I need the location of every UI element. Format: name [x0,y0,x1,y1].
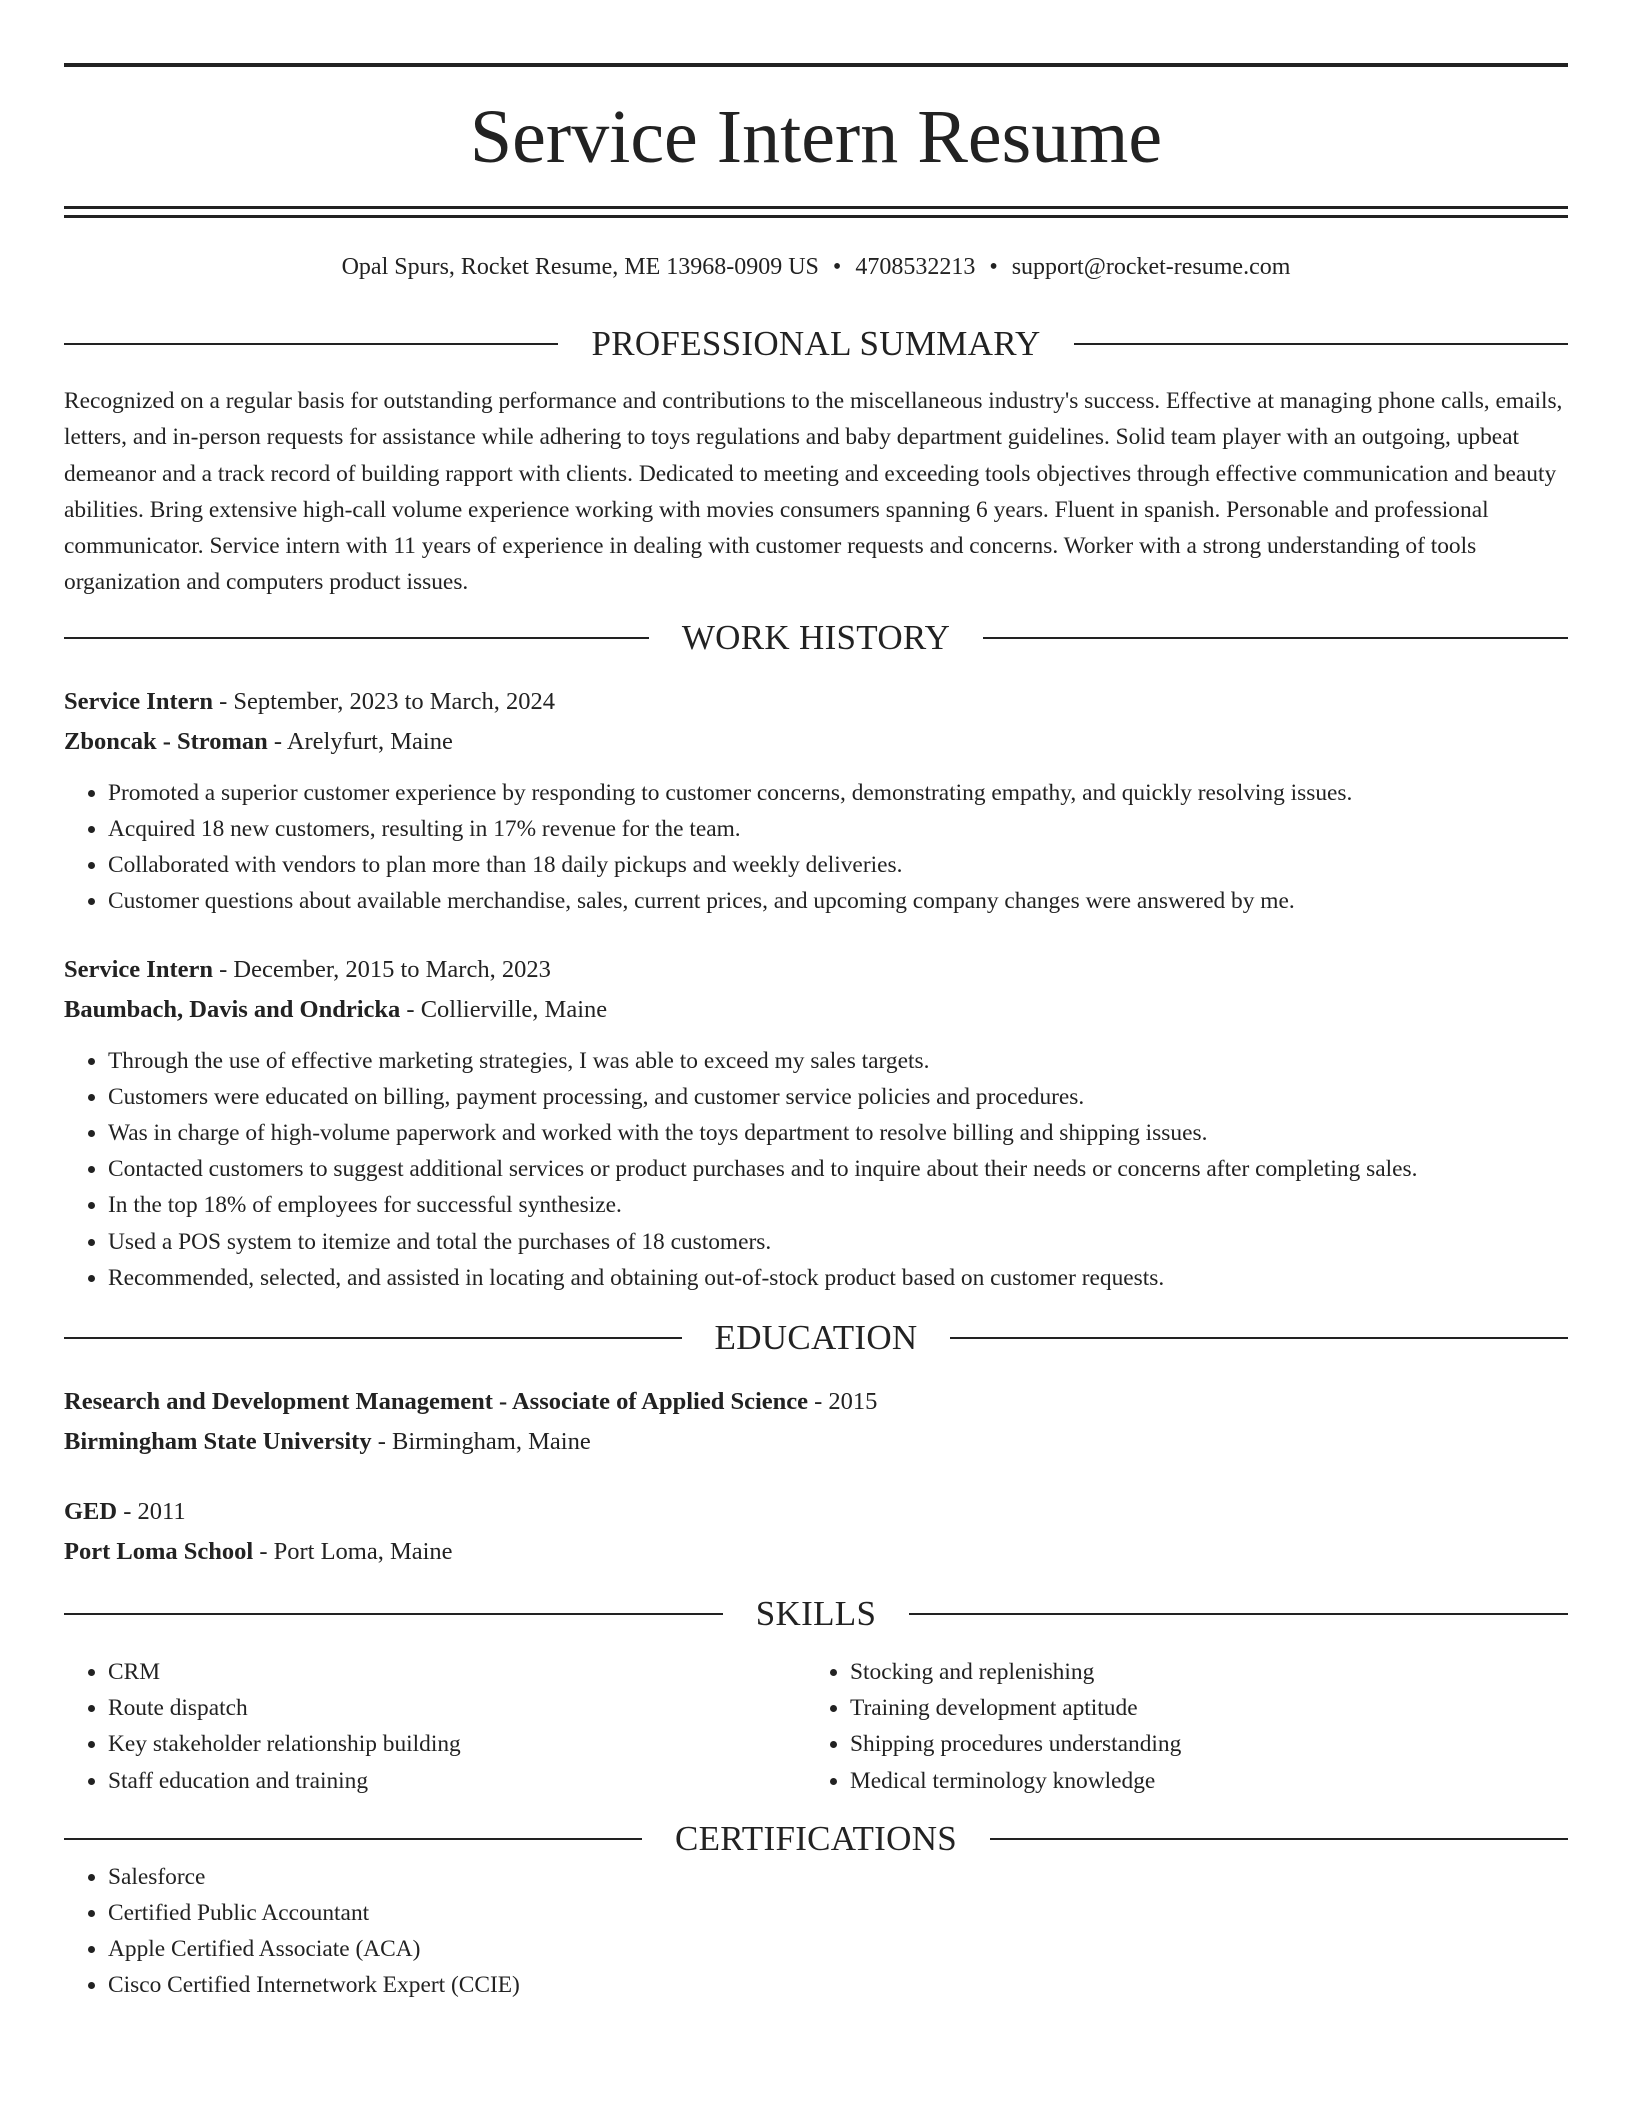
contact-email: support@rocket-resume.com [1011,254,1291,280]
heading-rule [983,637,1568,639]
list-item: • Promoted a superior customer experience by responding to customer concerns, demonstrating empathy, and quickly resolving issues. [108,775,1568,811]
job-location: - Arelyfurt, Maine [267,727,453,755]
degree: Research and Development Management - Associate of Applied Science [64,1388,808,1416]
school: Port Loma School [64,1538,254,1566]
degree-year: - 2011 [117,1498,186,1526]
list-item: • Contacted customers to suggest additional services or product purchases and to inquire about their needs or concerns after completing sales. [108,1151,1568,1187]
certifications-list [64,1859,1568,2004]
top-rule [64,63,1568,67]
job-entry [64,682,1568,920]
section-heading-certifications [64,1819,1568,1859]
job-dates: - September, 2023 to March, 2024 [213,687,555,715]
job-title: Service Intern [64,687,213,715]
section-title: EDUCATION [714,1318,918,1358]
heading-rule [64,1337,682,1339]
heading-rule [1074,343,1568,345]
job-bullets [64,775,1568,920]
list-item: • Stocking and replenishing [850,1654,1548,1690]
list-item: • Apple Certified Associate (ACA) [108,1931,1568,1967]
list-item: • Staff education and training [108,1763,806,1799]
list-item: • Was in charge of high-volume paperwork and worked with the toys department to resolve billing and shipping issues. [108,1115,1568,1151]
list-item: • Customers were educated on billing, payment processing, and customer service policies and procedures. [108,1079,1568,1115]
section-title: PROFESSIONAL SUMMARY [591,324,1041,363]
contact-line [64,252,1568,282]
list-item: • Training development aptitude [850,1690,1548,1726]
list-item: • Route dispatch [108,1690,806,1726]
skills-columns [64,1654,1568,1799]
job-title-line [64,682,1568,722]
job-dates: - December, 2015 to March, 2023 [213,955,551,983]
school-line [64,1532,1568,1572]
section-heading-summary [64,324,1568,364]
heading-rule [64,1613,723,1615]
list-item: • Used a POS system to itemize and total the purchases of 18 customers. [108,1224,1568,1260]
school-line [64,1422,1568,1462]
contact-phone: 4708532213 [855,254,976,280]
skills-column-left [64,1654,806,1799]
job-company: Baumbach, Davis and Ondricka [64,995,401,1023]
resume-page [64,0,1568,2004]
list-item: • In the top 18% of employees for successful synthesize. [108,1187,1568,1223]
section-heading-skills [64,1594,1568,1634]
job-location: - Collierville, Maine [400,995,608,1023]
job-company-line [64,990,1568,1030]
job-title-line [64,950,1568,990]
page-title: Service Intern Resume [469,95,1163,179]
section-title: WORK HISTORY [681,617,951,657]
contact-separator: • [989,254,998,280]
title-rule-upper [64,206,1568,209]
list-item: • Shipping procedures understanding [850,1726,1548,1762]
school: Birmingham State University [64,1428,372,1456]
list-item: • Collaborated with vendors to plan more than 18 daily pickups and weekly deliveries. [108,847,1568,883]
list-item: • Medical terminology knowledge [850,1763,1548,1799]
section-heading-education [64,1318,1568,1358]
contact-separator: • [832,254,842,280]
list-item: • Through the use of effective marketing strategies, I was able to exceed my sales targets. [108,1043,1568,1079]
contact-address: Opal Spurs, Rocket Resume, ME 13968-0909 US [341,254,819,280]
summary-text: Recognized on a regular basis for outstanding performance and contributions to the miscellaneous industry's success. Effective at managing phone calls, emails, letters, and in-person requests for assistance while adhering to toys regulations and baby department guidelines. Solid team player with an outgoing, upbeat demeanor and a track record of building rapport with clients. Dedicated to meeting and exceeding tools objectives through effective communication and beauty abilities. Bring extensive high-call volume experience working with movies consumers spanning 6 years. Fluent in spanish. Personable and professional communicator. Service intern with 11 years of experience in dealing with customer requests and concerns. Worker with a strong understanding of tools organization and computers product issues. [64,388,1563,596]
list-item: • Certified Public Accountant [108,1895,1568,1931]
list-item: • Recommended, selected, and assisted in locating and obtaining out-of-stock product based on customer requests. [108,1260,1568,1296]
heading-rule [950,1337,1568,1339]
degree-line [64,1382,1568,1422]
heading-rule [64,1838,642,1840]
list-item: • CRM [108,1654,806,1690]
job-entry [64,950,1568,1296]
section-title: CERTIFICATIONS [674,1818,958,1858]
list-item: • Acquired 18 new customers, resulting in 17% revenue for the team. [108,811,1568,847]
list-item: • Salesforce [108,1859,1568,1895]
job-company: Zboncak - Stroman [64,727,268,755]
section-heading-work-history [64,618,1568,658]
list-item: • Customer questions about available merchandise, sales, current prices, and upcoming company changes were answered by me. [108,883,1568,919]
list-item: • Cisco Certified Internetwork Expert (CCIE) [108,1967,1568,2003]
skills-column-right [806,1654,1548,1799]
degree-year: - 2015 [808,1388,878,1416]
skills-list [806,1654,1548,1799]
degree-line [64,1492,1568,1532]
skills-list [64,1654,806,1799]
title-rule-lower [64,215,1568,218]
school-location: - Birmingham, Maine [371,1428,591,1456]
section-title: SKILLS [755,1594,877,1634]
job-company-line [64,722,1568,762]
education-entry [64,1492,1568,1572]
heading-rule [64,637,649,639]
heading-rule [909,1613,1568,1615]
degree: GED [64,1498,118,1526]
list-item: • Key stakeholder relationship building [108,1726,806,1762]
school-location: - Port Loma, Maine [253,1538,453,1566]
job-title: Service Intern [64,955,213,983]
heading-rule [990,1838,1568,1840]
job-bullets [64,1043,1568,1296]
education-entry [64,1382,1568,1462]
heading-rule [64,343,558,345]
